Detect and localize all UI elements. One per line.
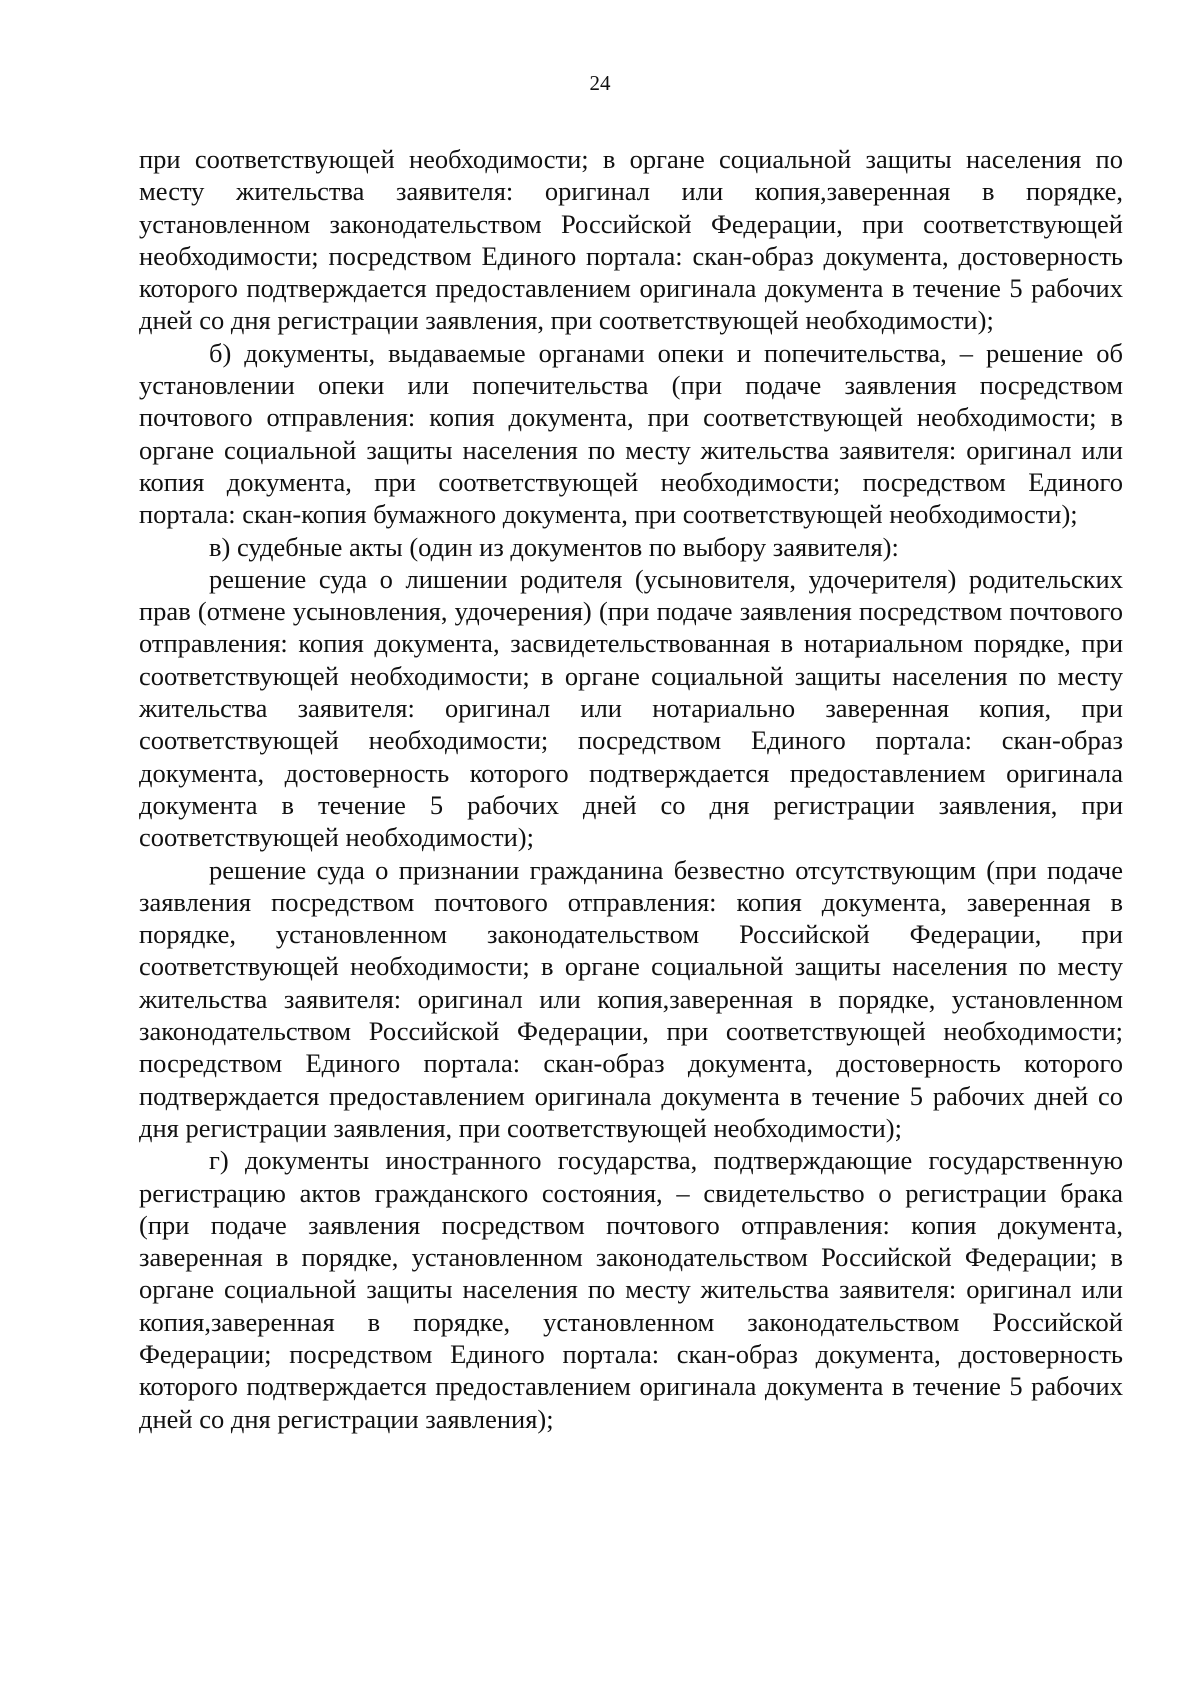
page-number: 24 [589, 71, 611, 95]
paragraph-item-b: б) документы, выдаваемые органами опеки и попечительства, – решение об установлении опеки или попечительства (при подаче заявления посредством почтового отправления: копия документа, при соответствующей необходимости; в органе социальной защиты населения по месту жительства заявителя: оригинал или копия документа, при соответствующей необходимости; посредством Единого портала: скан-копия бумажного документа, при соответствующей необходимости); [139, 337, 1123, 530]
paragraph-item-g: г) документы иностранного государства, подтверждающие государственную регистрацию актов гражданского состояния, – свидетельство о регистрации брака (при подаче заявления посредством почтового отправления: копия документа, заверенная в порядке, установленном законодательством Российской Федерации; в органе социальной защиты населения по месту жительства заявителя: оригинал или копия,заверенная в порядке, установленном законодательством Российской Федерации; посредством Единого портала: скан-образ документа, достоверность которого подтверждается предоставлением оригинала документа в течение 5 рабочих дней со дня регистрации заявления); [139, 1145, 1123, 1434]
paragraph-court-missing: решение суда о признании гражданина безвестно отсутствующим (при подаче заявления посредством почтового отправления: копия документа, заверенная в порядке, установленном законодательством Российской Федерации, при соответствующей необходимости; в органе социальной защиты населения по месту жительства заявителя: оригинал или копия,заверенная в порядке, установленном законодательством Российской Федерации, при соответствующей необходимости; посредством Единого портала: скан-образ документа, достоверность которого подтверждается предоставлением оригинала документа в течение 5 рабочих дней со дня регистрации заявления, при соответствующей необходимости); [139, 854, 1123, 1143]
paragraph-court-deprivation: решение суда о лишении родителя (усыновителя, удочерителя) родительских прав (отмене усыновления, удочерения) (при подаче заявления посредством почтового отправления: копия документа, засвидетельствованная в нотариальном порядке, при соответствующей необходимости; в органе социальной защиты населения по месту жительства заявителя: оригинал или нотариально заверенная копия, при соответствующей необходимости; посредством Единого портала: скан-образ документа, достоверность которого подтверждается предоставлением оригинала документа в течение 5 рабочих дней со дня регистрации заявления, при соответствующей необходимости); [139, 563, 1123, 853]
paragraph-continuation: при соответствующей необходимости; в органе социальной защиты населения по месту жительства заявителя: оригинал или копия,заверенная в порядке, установленном законодательством Российской Федерации, при соответствующей необходимости; посредством Единого портала: скан-образ документа, достоверность которого подтверждается предоставлением оригинала документа в течение 5 рабочих дней со дня регистрации заявления, при соответствующей необходимости); [139, 144, 1123, 336]
document-body [139, 143, 1123, 1435]
paragraph-item-v: в) судебные акты (один из документов по выбору заявителя): [209, 531, 899, 562]
